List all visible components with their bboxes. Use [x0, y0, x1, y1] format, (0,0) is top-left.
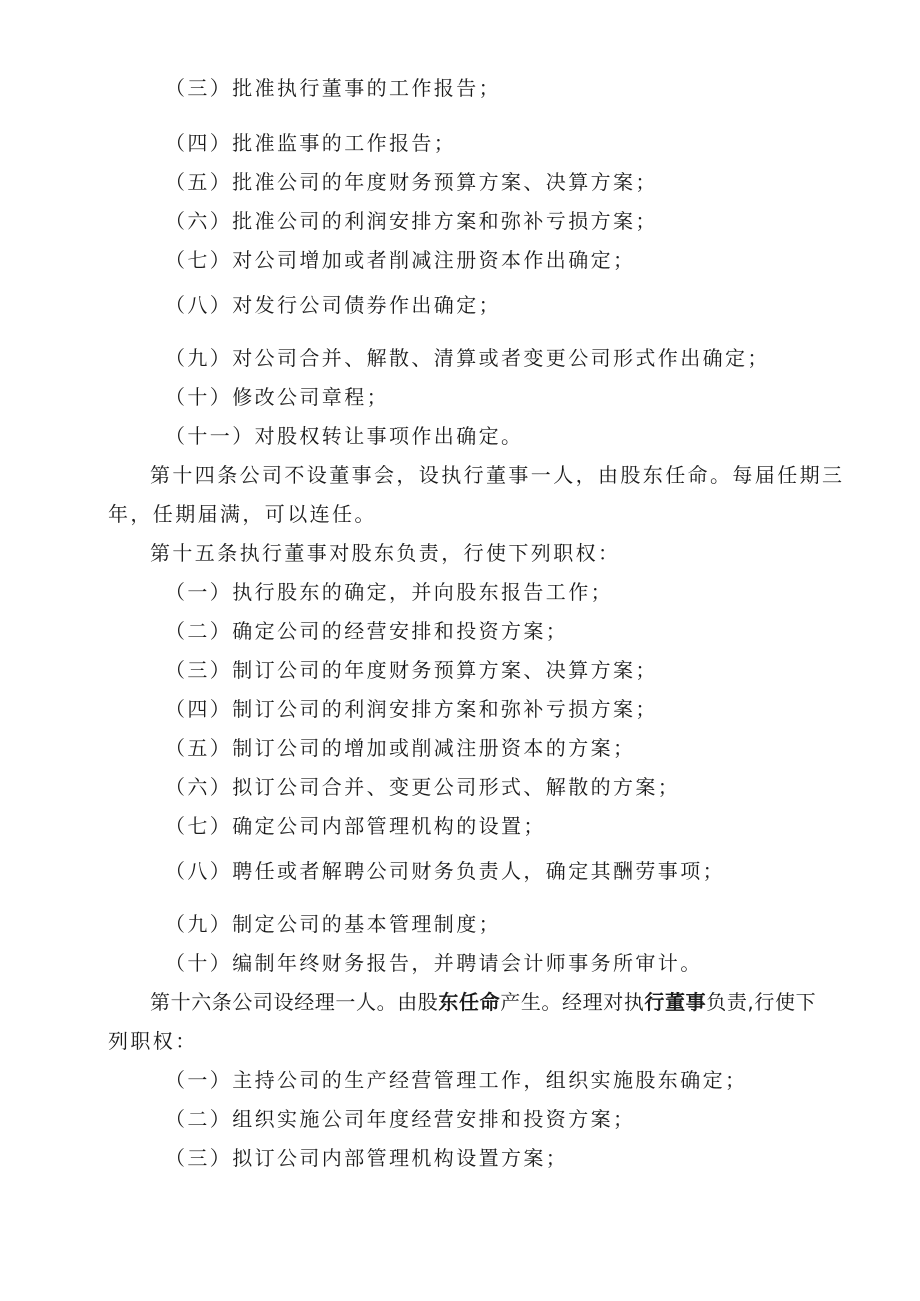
list-item: （三）拟订公司内部管理机构设置方案； [165, 1146, 569, 1170]
list-item: （四）制订公司的利润安排方案和弥补亏损方案； [165, 697, 658, 721]
list-item: （四）批准监事的工作报告； [165, 131, 457, 155]
list-item: （六）拟订公司合并、变更公司形式、解散的方案； [165, 775, 681, 799]
list-item: （九）对公司合并、解散、清算或者变更公司形式作出确定； [165, 346, 770, 370]
list-item: （五）批准公司的年度财务预算方案、决算方案； [165, 170, 658, 194]
list-item: （十）修改公司章程； [165, 385, 389, 409]
list-item: （六）批准公司的利润安排方案和弥补亏损方案； [165, 209, 658, 233]
list-item: （二）确定公司的经营安排和投资方案； [165, 619, 569, 643]
article-14-line-2: 年，任期届满，可以连任。 [108, 502, 377, 526]
emphasis-text: 行董事 [644, 990, 707, 1014]
article-16-text: 负责,行使下 [706, 990, 817, 1014]
list-item: （十一）对股权转让事项作出确定。 [165, 424, 524, 448]
list-item: （八）对发行公司债券作出确定； [165, 293, 501, 317]
list-item: （七）确定公司内部管理机构的设置； [165, 814, 546, 838]
list-item: （一）主持公司的生产经营管理工作，组织实施股东确定； [165, 1068, 748, 1092]
emphasis-text: 东任命 [438, 990, 501, 1014]
list-item: （三）制订公司的年度财务预算方案、决算方案； [165, 658, 658, 682]
list-item: （三）批准执行董事的工作报告； [165, 76, 501, 100]
article-16-text: 产生。经理对执 [500, 990, 645, 1014]
list-item: （九）制定公司的基本管理制度； [165, 912, 501, 936]
article-14-line-1: 第十四条公司不设董事会，设执行董事一人，由股东任命。每届任期三 [150, 463, 845, 487]
article-16-line-2: 列职权： [108, 1029, 198, 1053]
list-item: （十）编制年终财务报告，并聘请会计师事务所审计。 [165, 951, 703, 975]
article-15-heading: 第十五条执行董事对股东负责，行使下列职权： [150, 541, 621, 565]
list-item: （一）执行股东的确定，并向股东报告工作； [165, 580, 613, 604]
list-item: （七）对公司增加或者削减注册资本作出确定； [165, 248, 636, 272]
article-16-line-1 [150, 990, 816, 1014]
list-item: （五）制订公司的增加或削减注册资本的方案； [165, 736, 636, 760]
list-item: （八）聘任或者解聘公司财务负责人，确定其酬劳事项； [165, 859, 725, 883]
list-item: （二）组织实施公司年度经营安排和投资方案； [165, 1107, 636, 1131]
article-16-text: 第十六条公司设经理一人。由股 [150, 990, 439, 1014]
